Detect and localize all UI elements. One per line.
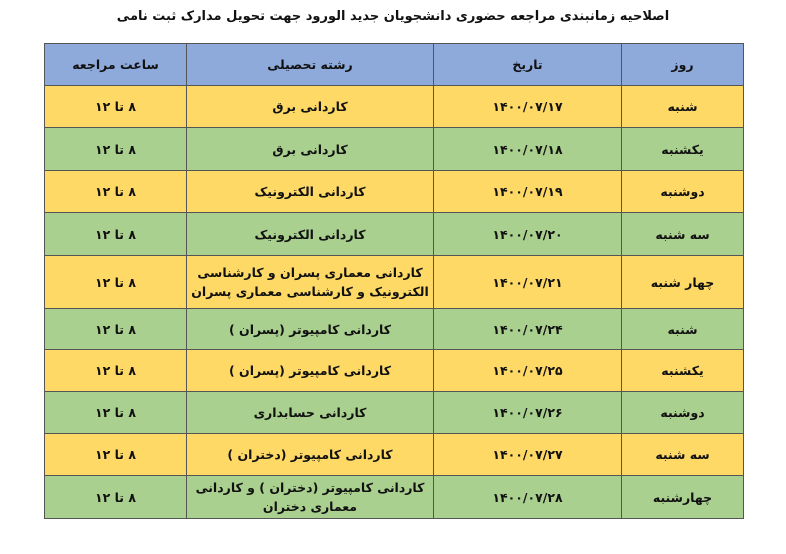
- cell-day: شنبه: [622, 86, 744, 128]
- cell-time: ۸ تا ۱۲: [45, 350, 187, 392]
- table-row: [45, 309, 744, 350]
- cell-time: ۸ تا ۱۲: [45, 213, 187, 256]
- cell-field: کاردانی الکترونیک: [187, 171, 434, 213]
- cell-time: ۸ تا ۱۲: [45, 309, 187, 350]
- cell-day: یکشنبه: [622, 128, 744, 171]
- table-row: [45, 476, 744, 519]
- cell-day: یکشنبه: [622, 350, 744, 392]
- table-row: [45, 213, 744, 256]
- header-day: روز: [622, 44, 744, 86]
- cell-field: کاردانی کامپیوتر (دختران ) و کاردانی معماری دختران: [187, 476, 434, 519]
- cell-date: ۱۴۰۰/۰۷/۱۷: [434, 86, 622, 128]
- cell-field: کاردانی کامپیوتر (دختران ): [187, 434, 434, 476]
- cell-field: کاردانی حسابداری: [187, 392, 434, 434]
- cell-field: کاردانی برق: [187, 128, 434, 171]
- table-row: [45, 256, 744, 309]
- cell-date: ۱۴۰۰/۰۷/۱۸: [434, 128, 622, 171]
- table-row: [45, 392, 744, 434]
- cell-day: سه شنبه: [622, 213, 744, 256]
- table-row: [45, 434, 744, 476]
- cell-date: ۱۴۰۰/۰۷/۲۸: [434, 476, 622, 519]
- cell-field: کاردانی معماری پسران و کارشناسی الکترونیک و کارشناسی معماری پسران: [187, 256, 434, 309]
- cell-day: دوشنبه: [622, 392, 744, 434]
- table-row: [45, 350, 744, 392]
- header-time: ساعت مراجعه: [45, 44, 187, 86]
- cell-day: شنبه: [622, 309, 744, 350]
- cell-field: کاردانی برق: [187, 86, 434, 128]
- cell-day: دوشنبه: [622, 171, 744, 213]
- header-field: رشته تحصیلی: [187, 44, 434, 86]
- cell-time: ۸ تا ۱۲: [45, 171, 187, 213]
- table-row: [45, 86, 744, 128]
- cell-field: کاردانی کامپیوتر (پسران ): [187, 309, 434, 350]
- cell-day: سه شنبه: [622, 434, 744, 476]
- cell-time: ۸ تا ۱۲: [45, 128, 187, 171]
- cell-date: ۱۴۰۰/۰۷/۲۶: [434, 392, 622, 434]
- cell-time: ۸ تا ۱۲: [45, 476, 187, 519]
- cell-time: ۸ تا ۱۲: [45, 392, 187, 434]
- header-date: تاریخ: [434, 44, 622, 86]
- cell-time: ۸ تا ۱۲: [45, 86, 187, 128]
- cell-date: ۱۴۰۰/۰۷/۱۹: [434, 171, 622, 213]
- cell-time: ۸ تا ۱۲: [45, 434, 187, 476]
- cell-day: چهارشنبه: [622, 476, 744, 519]
- cell-date: ۱۴۰۰/۰۷/۲۴: [434, 309, 622, 350]
- cell-date: ۱۴۰۰/۰۷/۲۰: [434, 213, 622, 256]
- cell-date: ۱۴۰۰/۰۷/۲۱: [434, 256, 622, 309]
- cell-field: کاردانی الکترونیک: [187, 213, 434, 256]
- cell-day: چهار شنبه: [622, 256, 744, 309]
- table-row: [45, 128, 744, 171]
- schedule-table: [44, 43, 744, 519]
- table-row: [45, 171, 744, 213]
- page-title: اصلاحیه زمانبندی مراجعه حضوری دانشجویان جدید الورود جهت تحویل مدارک ثبت نامی: [116, 9, 670, 24]
- table-header-row: [45, 44, 744, 86]
- cell-date: ۱۴۰۰/۰۷/۲۵: [434, 350, 622, 392]
- cell-date: ۱۴۰۰/۰۷/۲۷: [434, 434, 622, 476]
- cell-field: کاردانی کامپیوتر (پسران ): [187, 350, 434, 392]
- cell-time: ۸ تا ۱۲: [45, 256, 187, 309]
